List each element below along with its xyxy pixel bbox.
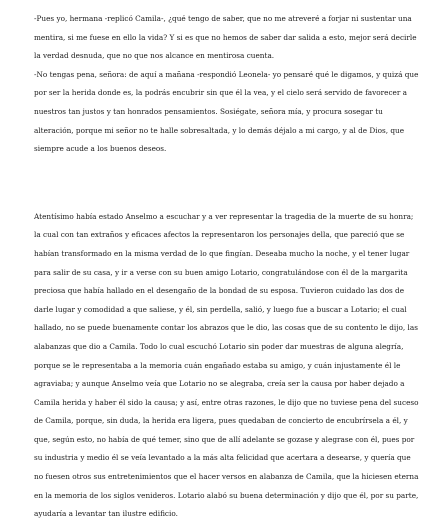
dialogue-paragraph-leonela: -No tengas pena, señora: de aquí a mañana -respondió Leonela- yo pensaré qué le digamos, y quizá que por ser la herida donde es, la podrás encubrir sin que él la vea, y el cielo será servido de favorecer a nuestros tan justos y tan honrados pensamientos. Sosiégate, señora mía, y procura sosegar tu alteración, porque mi señor no te halle sobresaltada, y lo demás déjalo a mi cargo, y al de Dios, que siempre acude a los buenos deseos. [34, 69, 419, 154]
dialogue-paragraph-camila: -Pues yo, hermana -replicó Camila-, ¿qué tengo de saber, que no me atreveré a forjar ni sustentar una mentira, si me fuese en ello la vida? Y si es que no hemos de saber dar salida a esto, mejor será decirle la verdad desnuda, que no que nos alcance en mentirosa cuenta. [34, 14, 417, 61]
narrative-paragraph: Atentísimo había estado Anselmo a escuchar y a ver representar la tragedia de la muerte de su honra; la cual con tan extraños y eficaces afectos la representaron los personajes della, que pareció que se habían transformado en la misma verdad de lo que fingían. Deseaba mucho la noche, y el tener lugar para salir de su casa, y ir a verse con su buen amigo Lotario, congratulándose con él de la margarita preciosa que había hallado en el desengaño de la bondad de su esposa. Tuvieron cuidado las dos de darle lugar y comodidad a que saliese, y él, sin perdella, salió, y luego fue a buscar a Lotario; el cual hallado, no se puede buenamente contar los abrazos que le dio, las cosas que de su contento le dijo, las alabanzas que dio a Camila. Todo lo cual escuchó Lotario sin poder dar muestras de alguna alegría, porque se le representaba a la memoria cuán engañado estaba su amigo, y cuán injustamente él le agraviaba; y aunque Anselmo veía que Lotario no se alegraba, creía ser la causa por haber dejado a Camila herida y haber él sido la causa; y así, entre otras razones, le dijo que no tuviese pena del suceso de Camila, porque, sin duda, la herida era ligera, pues quedaban de concierto de encubrírsela a él, y que, según esto, no había de qué temer, sino que de allí adelante se gozase y alegrase con él, pues por su industria y medio él se veía levantado a la más alta felicidad que acertara a desearse, y quería que no fuesen otros sus entretenimientos que el hacer versos en alabanza de Camila, que la hiciesen eterna en la memoria de los siglos venideros. Lotario alabó su buena determinación y dijo que él, por su parte, ayudaría a levantar tan ilustre edificio. [34, 211, 419, 519]
section-break [34, 159, 421, 208]
